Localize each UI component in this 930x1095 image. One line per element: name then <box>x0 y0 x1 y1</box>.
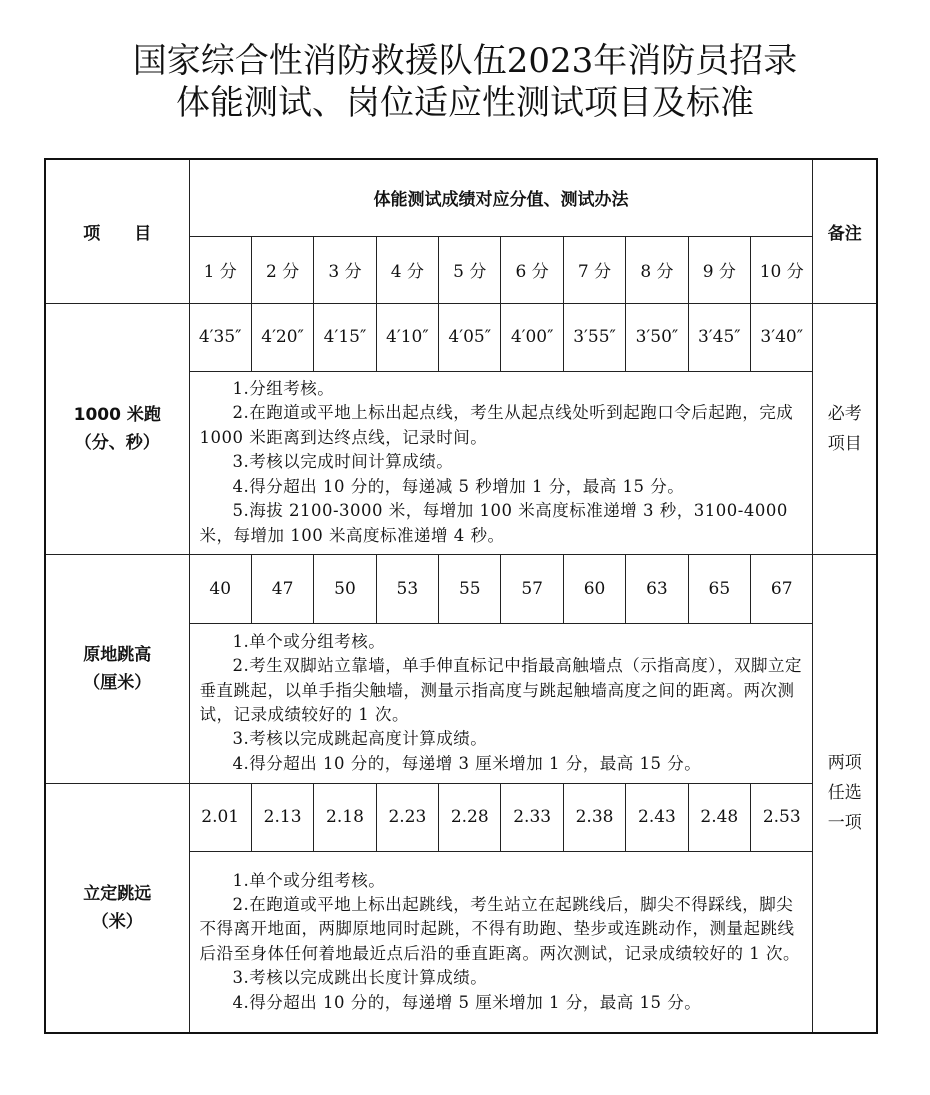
remark-line: 项目 <box>827 433 862 454</box>
score-value: 4′10″ <box>376 303 438 371</box>
score-value: 67 <box>751 554 813 623</box>
score-label: 10 分 <box>751 236 813 303</box>
header-scores-title: 体能测试成绩对应分值、测试办法 <box>189 159 813 236</box>
score-value: 2.01 <box>189 783 251 851</box>
score-label: 3 分 <box>314 236 376 303</box>
description-item: 1.分组考核。 <box>232 379 335 399</box>
remark-required <box>813 303 877 554</box>
score-value: 2.28 <box>439 783 501 851</box>
score-value: 2.33 <box>501 783 563 851</box>
description-item: 1.单个或分组考核。 <box>232 631 386 651</box>
score-value: 50 <box>314 554 376 623</box>
score-label: 4 分 <box>376 236 438 303</box>
item-name: 1000 米跑 <box>73 404 161 425</box>
score-value: 2.13 <box>251 783 313 851</box>
item-unit: （米） <box>91 911 143 932</box>
item-name: 立定跳远 <box>83 883 152 904</box>
description-item: 4.得分超出 10 分的，每递增 3 厘米增加 1 分，最高 15 分。 <box>232 753 702 773</box>
score-value: 4′15″ <box>314 303 376 371</box>
header-remark: 备注 <box>813 159 877 303</box>
score-value: 65 <box>688 554 750 623</box>
title-line-2: 体能测试、岗位适应性测试项目及标准 <box>176 83 754 123</box>
score-value: 2.18 <box>314 783 376 851</box>
description-item: 4.得分超出 10 分的，每递增 5 厘米增加 1 分，最高 15 分。 <box>232 992 702 1012</box>
remark-line: 任选 <box>827 783 862 804</box>
score-label: 9 分 <box>688 236 750 303</box>
description-item: 2.在跑道或平地上标出起点线，考生从起点线处听到起跑口令后起跑，完成 1000 米距离到达终点线，记录时间。 <box>199 403 794 447</box>
standards-table <box>44 158 878 1034</box>
description-item: 1.单个或分组考核。 <box>232 870 386 890</box>
score-value: 3′50″ <box>626 303 688 371</box>
score-value: 55 <box>439 554 501 623</box>
item-standing-long-jump <box>45 783 189 1033</box>
score-label: 1 分 <box>189 236 251 303</box>
remark-line: 必考 <box>827 403 862 424</box>
remark-choose-one <box>813 554 877 1033</box>
description-item: 3.考核以完成跳起高度计算成绩。 <box>232 729 488 749</box>
score-value: 2.23 <box>376 783 438 851</box>
score-value: 3′45″ <box>688 303 750 371</box>
score-value: 53 <box>376 554 438 623</box>
description-item: 4.得分超出 10 分的，每递减 5 秒增加 1 分，最高 15 分。 <box>232 476 685 496</box>
score-label: 2 分 <box>251 236 313 303</box>
score-label: 8 分 <box>626 236 688 303</box>
score-label: 7 分 <box>563 236 625 303</box>
score-value: 57 <box>501 554 563 623</box>
score-value: 60 <box>563 554 625 623</box>
long-jump-description <box>189 851 813 1033</box>
score-label: 6 分 <box>501 236 563 303</box>
remark-line: 两项 <box>827 753 862 774</box>
item-unit: （分、秒） <box>74 432 160 453</box>
document-title <box>0 40 930 124</box>
score-value: 3′55″ <box>563 303 625 371</box>
description-item: 2.考生双脚站立靠墙，单手伸直标记中指最高触墙点（示指高度），双脚立定垂直跳起，以单手指尖触墙，测量示指高度与跳起触墙高度之间的距离。两次测试，记录成绩较好的 1 次。 <box>199 656 802 724</box>
item-unit: （厘米） <box>83 672 152 693</box>
score-value: 4′05″ <box>439 303 501 371</box>
item-1000m-run <box>45 303 189 554</box>
description-item: 3.考核以完成跳出长度计算成绩。 <box>232 968 488 988</box>
item-standing-reach-jump <box>45 554 189 783</box>
item-name: 原地跳高 <box>83 644 152 665</box>
score-value: 2.38 <box>563 783 625 851</box>
score-value: 4′35″ <box>189 303 251 371</box>
remark-line: 一项 <box>827 813 862 834</box>
description-item: 5.海拔 2100-3000 米，每增加 100 米高度标准递增 3 秒，3100-4000 米，每增加 100 米高度标准递增 4 秒。 <box>199 501 788 545</box>
score-value: 47 <box>251 554 313 623</box>
score-label: 5 分 <box>439 236 501 303</box>
score-value: 4′20″ <box>251 303 313 371</box>
score-value: 2.53 <box>751 783 813 851</box>
jump-description <box>189 623 813 783</box>
score-value: 2.48 <box>688 783 750 851</box>
description-item: 3.考核以完成时间计算成绩。 <box>232 452 454 472</box>
header-item: 项 目 <box>45 159 189 303</box>
title-line-1: 国家综合性消防救援队伍2023年消防员招录 <box>132 41 798 81</box>
score-value: 63 <box>626 554 688 623</box>
score-value: 40 <box>189 554 251 623</box>
run-description <box>189 371 813 554</box>
score-value: 3′40″ <box>751 303 813 371</box>
score-value: 4′00″ <box>501 303 563 371</box>
description-item: 2.在跑道或平地上标出起跳线，考生站立在起跳线后，脚尖不得踩线，脚尖不得离开地面，两脚原地同时起跳，不得有助跑、垫步或连跳动作，测量起跳线后沿至身体任何着地最近点后沿的垂直距离。两次测试，记录成绩较好的 1 次。 <box>199 894 800 963</box>
score-value: 2.43 <box>626 783 688 851</box>
